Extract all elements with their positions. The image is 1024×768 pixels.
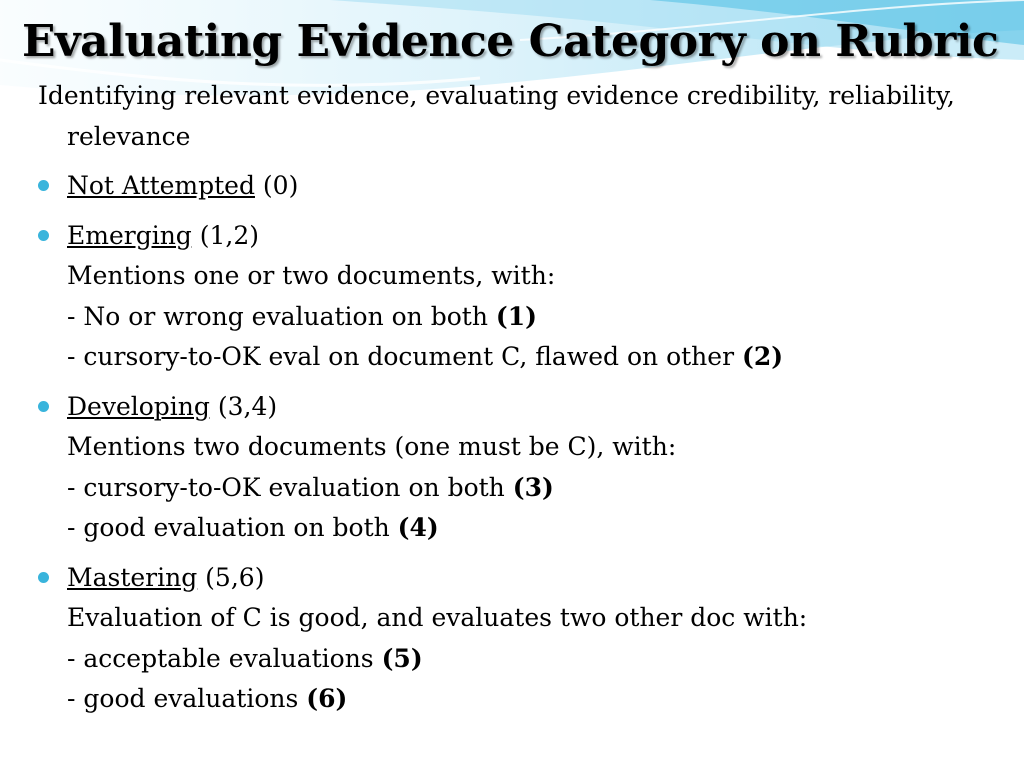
level-emerging: [38, 216, 998, 378]
score-label: (4): [397, 513, 439, 542]
bullet-icon: [38, 230, 49, 241]
level-mastering: [38, 558, 998, 720]
intro-text: Identifying relevant evidence, evaluating evidence credibility, reliability, relevance: [38, 81, 955, 151]
level-range: (3,4): [209, 391, 278, 421]
level-name: Emerging: [67, 220, 192, 250]
level-name: Not Attempted: [67, 171, 255, 200]
score-label: (6): [306, 684, 348, 713]
level-not-attempted: [38, 166, 998, 207]
criterion-line: - cursory-to-OK evaluation on both (3): [67, 472, 554, 502]
score-label: (1): [495, 301, 537, 331]
level-description: Mentions one or two documents, with:: [67, 261, 556, 290]
slide-body: [38, 76, 998, 729]
criterion-line: - cursory-to-OK eval on document C, flawed on other (2): [67, 342, 784, 371]
level-range: (5,6): [197, 562, 265, 592]
bullet-icon: [38, 180, 49, 191]
score-label: (3): [512, 472, 554, 502]
level-name: Developing: [67, 391, 210, 421]
criterion-line: - good evaluation on both (4): [67, 513, 439, 542]
criterion-line: - acceptable evaluations (5): [67, 643, 423, 673]
level-description: Mentions two documents (one must be C), with:: [67, 432, 677, 461]
score-label: (2): [741, 342, 784, 371]
score-label: (5): [381, 643, 423, 673]
level-developing: [38, 387, 998, 549]
level-range: (1,2): [191, 220, 260, 250]
criterion-line: - good evaluations (6): [67, 684, 348, 713]
level-name: Mastering: [67, 562, 198, 592]
level-range: (0): [254, 171, 299, 200]
bullet-icon: [38, 401, 49, 412]
criterion-line: - No or wrong evaluation on both (1): [67, 301, 537, 331]
slide-title: Evaluating Evidence Category on Rubric: [22, 16, 999, 67]
level-description: Evaluation of C is good, and evaluates two other doc with:: [67, 603, 808, 632]
bullet-icon: [38, 572, 49, 583]
